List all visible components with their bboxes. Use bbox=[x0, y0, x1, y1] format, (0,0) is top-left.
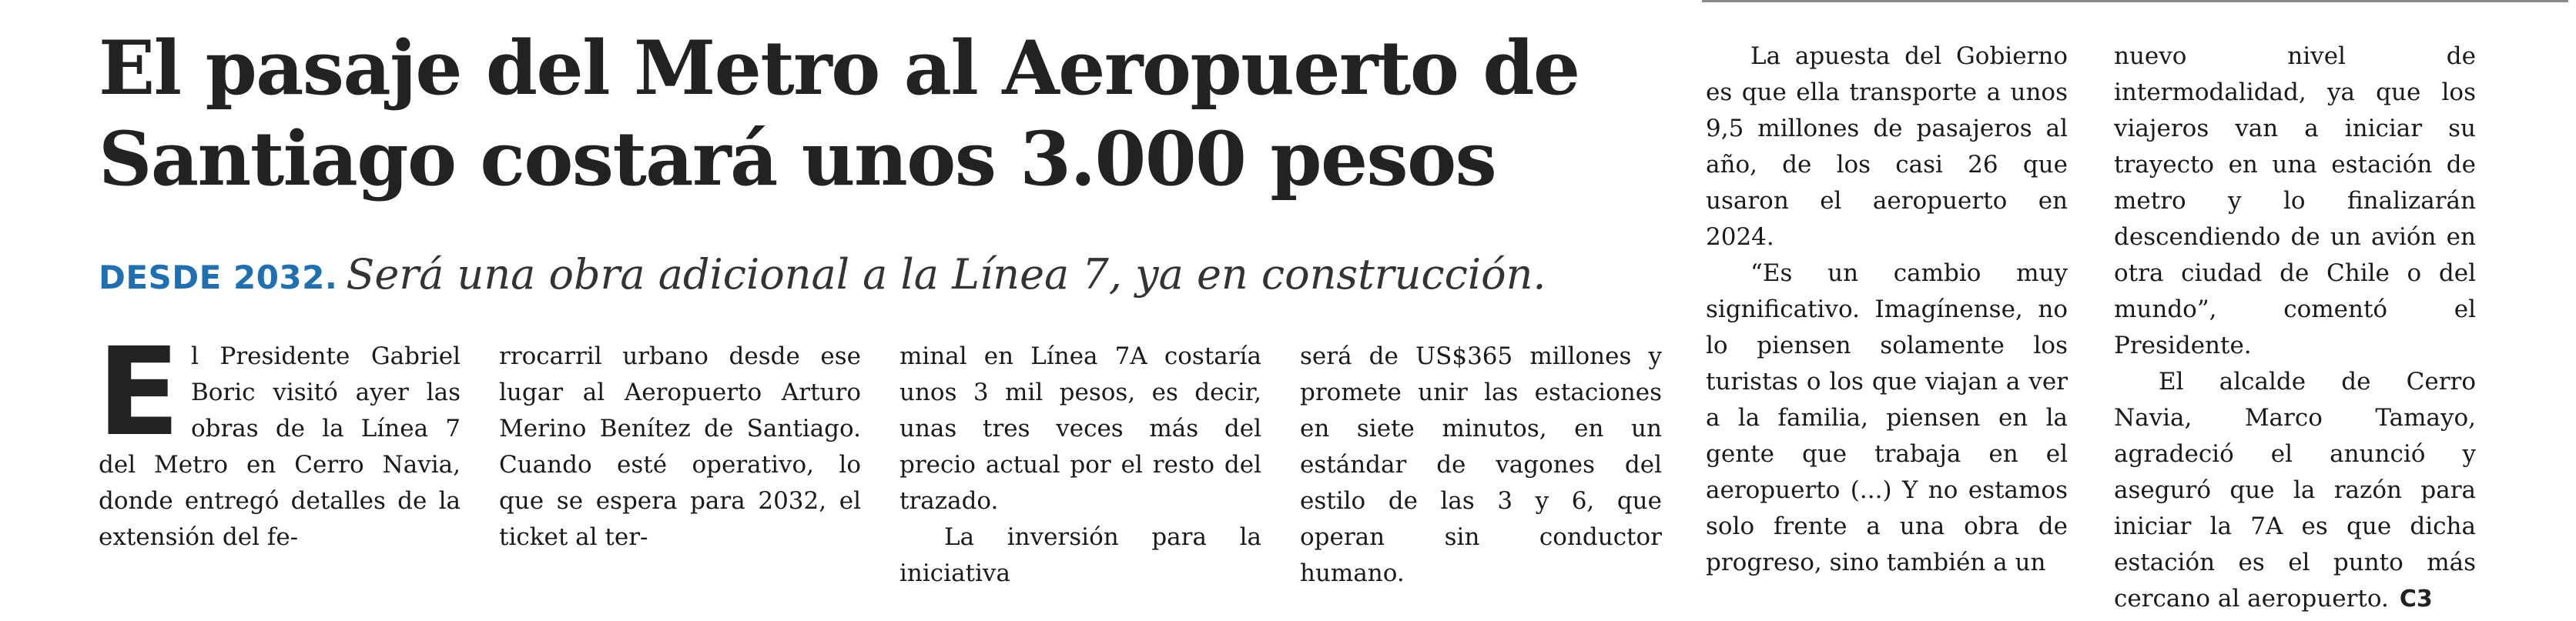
column-5-paragraph-2: “Es un cambio muy significativo. Imagínense, no lo piensen solamente los turistas o los que viajan a ver a la familia, piensen en la gente que trabaja en el aeropuerto (...) Y no estamos solo frente a una obra de progreso, sino también a un bbox=[1706, 259, 2068, 576]
column-4-text: será de US$365 millones y promete unir las estaciones en siete minutos, en un estándar de vagones del estilo de las 3 y 6, que operan sin conductor humano. bbox=[1300, 342, 1662, 587]
column-3-paragraph-2: La inversión para la iniciativa bbox=[899, 523, 1261, 587]
deck-text: Será una obra adicional a la Línea 7, ya en construcción. bbox=[346, 250, 1546, 299]
body-column-5 bbox=[1706, 38, 2068, 581]
body-column-2 bbox=[499, 339, 861, 556]
column-2-text: rrocarril urbano desde ese lugar al Aeropuerto Arturo Merino Benítez de Santiago. Cuando esté operativo, lo que se espera para 2032, el ticket al ter- bbox=[499, 342, 861, 551]
column-1-text: l Presidente Gabriel Boric visitó ayer las obras de la Línea 7 del Metro en Cerro Navia, donde entregó detalles de la extensión del fe- bbox=[99, 342, 461, 551]
column-6-paragraph-1: nuevo nivel de intermodalidad, ya que los viajeros van a iniciar su trayecto en una estación de metro y lo finalizarán descendiendo de un avión en otra ciudad de Chile o del mundo”, comentó el Presidente. bbox=[2114, 42, 2476, 359]
end-mark-logo: C3 bbox=[2399, 586, 2433, 613]
body-column-1 bbox=[97, 322, 461, 556]
deck bbox=[99, 250, 1546, 299]
top-rule bbox=[1702, 0, 2568, 2]
drop-cap: E bbox=[97, 322, 180, 463]
body-column-6 bbox=[2114, 38, 2476, 617]
column-5-paragraph-1: La apuesta del Gobierno es que ella transporte a unos 9,5 millones de pasajeros al año, de los casi 26 que usaron el aeropuerto en 2024. bbox=[1706, 42, 2068, 251]
column-3-paragraph-1: minal en Línea 7A costaría unos 3 mil pesos, es decir, unas tres veces más del precio actual por el resto del trazado. bbox=[899, 342, 1261, 515]
body-column-3 bbox=[899, 339, 1261, 592]
headline-line-1: El pasaje del Metro al Aeropuerto de bbox=[99, 25, 1579, 112]
headline-line-2: Santiago costará unos 3.000 pesos bbox=[99, 115, 1496, 202]
deck-kicker: DESDE 2032. bbox=[99, 259, 338, 296]
body-column-4 bbox=[1300, 339, 1662, 592]
column-6-paragraph-2: El alcalde de Cerro Navia, Marco Tamayo, agradeció el anunció y aseguró que la razón para iniciar la 7A es que dicha estación es el punto más cercano al aeropuerto. bbox=[2114, 368, 2476, 613]
headline bbox=[99, 23, 1639, 205]
